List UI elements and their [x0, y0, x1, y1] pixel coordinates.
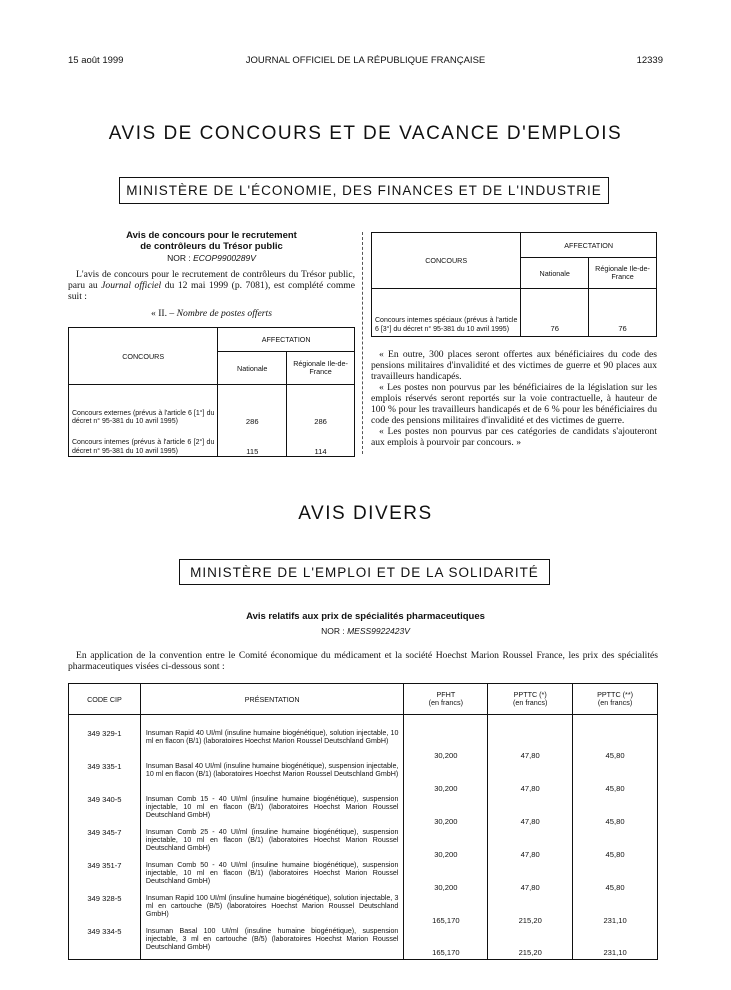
- nor-reference-2: [0, 626, 731, 636]
- col-header-nationale: Nationale: [218, 352, 287, 385]
- cell-cip: 349 351-7: [69, 861, 141, 894]
- header-date: 15 août 1999: [68, 55, 124, 66]
- col-header-presentation: PRÉSENTATION: [140, 684, 404, 715]
- cell-presentation: Insuman Rapid 40 UI/ml (insuline humaine biogénétique), solution injectable, 10 ml en flacon (B/1) (laboratoires Hoechst Marion Roussel Deutschland GmbH): [140, 729, 404, 762]
- paragraph-postes-ajoutes: « Les postes non pourvus par ces catégories de candidats s'ajouteront aux emplois à pourvoir par concours. »: [371, 426, 657, 448]
- col-header-pfht: [404, 684, 488, 715]
- col-header-affectation: AFFECTATION: [521, 233, 657, 258]
- cell-pfht: 30,200: [404, 762, 488, 795]
- intro-text: En application de la convention entre le Comité économique du médicament et la société Hoechst Marion Roussel France, les prix des spécialités pharmaceutiques visées ci-dessous sont :: [68, 650, 658, 672]
- col-header-regionale: Régionale Ile-de-France: [589, 258, 657, 289]
- cell-ppttc2: 45,80: [573, 861, 658, 894]
- cell-presentation: Insuman Comb 25 - 40 UI/ml (insuline humaine biogénétique), suspension injectable, 10 ml en flacon (B/1) (laboratoires Hoechst Marion Roussel Deutschland GmbH): [140, 828, 404, 861]
- pfht-label: PFHT: [436, 689, 456, 699]
- ppttc2-unit: (en francs): [597, 698, 633, 707]
- paragraph-places: « En outre, 300 places seront offertes aux bénéficiaires du code des pensions militaires d'invalidité et des victimes de guerre et 90 places aux travailleurs handicapés.: [371, 349, 657, 382]
- col-header-nationale: Nationale: [521, 258, 589, 289]
- right-column-text: [371, 349, 657, 448]
- avis-title-line2: de contrôleurs du Trésor public: [140, 241, 283, 252]
- cell-ppttc2: 231,10: [573, 927, 658, 960]
- row-regionale: 114: [287, 429, 355, 457]
- nor-label: NOR :: [167, 253, 194, 263]
- ministry-name: MINISTÈRE DE L'EMPLOI ET DE LA SOLIDARITÉ: [190, 564, 539, 580]
- nor-label: NOR :: [321, 626, 348, 636]
- postes-table-right: [371, 232, 657, 337]
- cell-presentation: Insuman Basal 100 UI/ml (insuline humaine biogénétique), suspension injectable, 3 ml en cartouche (B/5) (laboratoires Hoechst Marion Roussel Deutschland GmbH): [140, 927, 404, 960]
- cell-ppttc1: 47,80: [488, 729, 573, 762]
- cell-presentation: Insuman Comb 15 - 40 UI/ml (insuline humaine biogénétique), suspension injectable, 10 ml en flacon (B/1) (laboratoires Hoechst Marion Roussel Deutschland GmbH): [140, 795, 404, 828]
- cell-pfht: 30,200: [404, 795, 488, 828]
- subheading-prefix: « II. –: [151, 308, 177, 319]
- cell-cip: 349 340-5: [69, 795, 141, 828]
- table-row: [69, 828, 658, 861]
- table-row: [69, 894, 658, 927]
- column-divider: [362, 232, 363, 454]
- cell-pfht: 30,200: [404, 861, 488, 894]
- table-row: [69, 429, 355, 457]
- cell-ppttc1: 47,80: [488, 861, 573, 894]
- cell-pfht: 165,170: [404, 927, 488, 960]
- table-row: [372, 289, 657, 337]
- nor-reference: [68, 253, 355, 263]
- intro-text-1: L'avis de concours pour le recrutement de contrôleurs du Trésor public, paru au: [68, 269, 355, 291]
- row-label: Concours internes (prévus à l'article 6 [2°] du décret n° 95-381 du 10 avril 1995): [69, 429, 218, 457]
- intro-text-2: du 12 mai 1999 (p. 7081), est complété comme suit :: [68, 280, 355, 302]
- prix-table: [68, 683, 658, 960]
- ppttc2-label: PPTTC (**): [597, 689, 634, 699]
- cell-presentation: Insuman Basal 40 UI/ml (insuline humaine biogénétique), suspension injectable, 10 ml en flacon (B/1) (laboratoires Hoechst Marion Roussel Deutschland GmbH): [140, 762, 404, 795]
- cell-ppttc1: 215,20: [488, 927, 573, 960]
- col-header-concours: CONCOURS: [69, 328, 218, 385]
- section-banner-concours: AVIS DE CONCOURS ET DE VACANCE D'EMPLOIS: [108, 123, 623, 144]
- cell-ppttc1: 215,20: [488, 894, 573, 927]
- avis-intro: [68, 269, 355, 302]
- ppttc1-label: PPTTC (*): [513, 689, 547, 699]
- cell-presentation: Insuman Rapid 100 UI/ml (insuline humaine biogénétique), solution injectable, 3 ml en cartouche (B/5) (laboratoires Hoechst Marion Roussel Deutschland GmbH): [140, 894, 404, 927]
- table-row: [69, 927, 658, 960]
- row-label: Concours internes spéciaux (prévus à l'article 6 [3°] du décret n° 95-381 du 10 avril 1995): [372, 289, 521, 337]
- cell-ppttc1: 47,80: [488, 795, 573, 828]
- cell-cip: 349 329-1: [69, 729, 141, 762]
- col-header-affectation: AFFECTATION: [218, 328, 355, 352]
- cell-presentation: Insuman Comb 50 - 40 UI/ml (insuline humaine biogénétique), suspension injectable, 10 ml en flacon (B/1) (laboratoires Hoechst Marion Roussel Deutschland GmbH): [140, 861, 404, 894]
- avis-concours-block: [68, 230, 355, 319]
- row-nationale: 76: [521, 289, 589, 337]
- header-page-number: 12339: [636, 55, 663, 66]
- table-row: [69, 861, 658, 894]
- cell-pfht: 30,200: [404, 729, 488, 762]
- nor-code: MESS9922423V: [347, 626, 410, 636]
- avis-title-line1: Avis de concours pour le recrutement: [126, 230, 297, 241]
- section-banner-divers: AVIS DIVERS: [298, 503, 433, 524]
- ministry-box-economie: [119, 177, 609, 204]
- table-row: [69, 762, 658, 795]
- row-regionale: 286: [287, 385, 355, 429]
- intro-journal-name: Journal officiel: [101, 280, 162, 291]
- table-row: [69, 795, 658, 828]
- pfht-unit: (en francs): [428, 698, 463, 707]
- cell-ppttc2: 45,80: [573, 795, 658, 828]
- row-nationale: 115: [218, 429, 287, 457]
- row-label: Concours externes (prévus à l'article 6 [1°] du décret n° 95-381 du 10 avril 1995): [69, 385, 218, 429]
- subheading-postes: [68, 308, 355, 319]
- table-row: [69, 729, 658, 762]
- ppttc1-unit: (en francs): [513, 698, 548, 707]
- row-regionale: 76: [589, 289, 657, 337]
- cell-ppttc1: 47,80: [488, 762, 573, 795]
- col-header-cip: CODE CIP: [69, 684, 141, 715]
- table-row: [69, 385, 355, 429]
- cell-ppttc2: 45,80: [573, 762, 658, 795]
- avis-prix-intro: [68, 650, 658, 672]
- cell-pfht: 165,170: [404, 894, 488, 927]
- col-header-regionale: Régionale Ile-de-France: [287, 352, 355, 385]
- row-nationale: 286: [218, 385, 287, 429]
- subheading-text: Nombre de postes offerts: [176, 308, 272, 319]
- avis-prix-title: Avis relatifs aux prix de spécialités pharmaceutiques: [246, 611, 485, 622]
- col-header-ppttc2: [573, 684, 658, 715]
- cell-ppttc2: 45,80: [573, 828, 658, 861]
- postes-table-left: [68, 327, 355, 457]
- cell-cip: 349 334-5: [69, 927, 141, 960]
- ministry-box-emploi: [179, 559, 550, 585]
- cell-cip: 349 328-5: [69, 894, 141, 927]
- col-header-concours: CONCOURS: [372, 233, 521, 289]
- cell-cip: 349 335-1: [69, 762, 141, 795]
- cell-ppttc1: 47,80: [488, 828, 573, 861]
- cell-cip: 349 345-7: [69, 828, 141, 861]
- col-header-ppttc1: [488, 684, 573, 715]
- ministry-name: MINISTÈRE DE L'ÉCONOMIE, DES FINANCES ET DE L'INDUSTRIE: [126, 183, 602, 198]
- cell-pfht: 30,200: [404, 828, 488, 861]
- cell-ppttc2: 231,10: [573, 894, 658, 927]
- paragraph-postes-reportes: « Les postes non pourvus par les bénéficiaires de la législation sur les emplois réservés seront reportés sur la voie contractuelle, à hauteur de 100 % pour les travailleurs handicapés et de 6 % pour les bénéficiaires du code des pensions militaires d'invalidité et des victimes de guerre.: [371, 382, 657, 426]
- header-journal: JOURNAL OFFICIEL DE LA RÉPUBLIQUE FRANÇAISE: [245, 55, 486, 66]
- nor-code: ECOP9900289V: [193, 253, 256, 263]
- cell-ppttc2: 45,80: [573, 729, 658, 762]
